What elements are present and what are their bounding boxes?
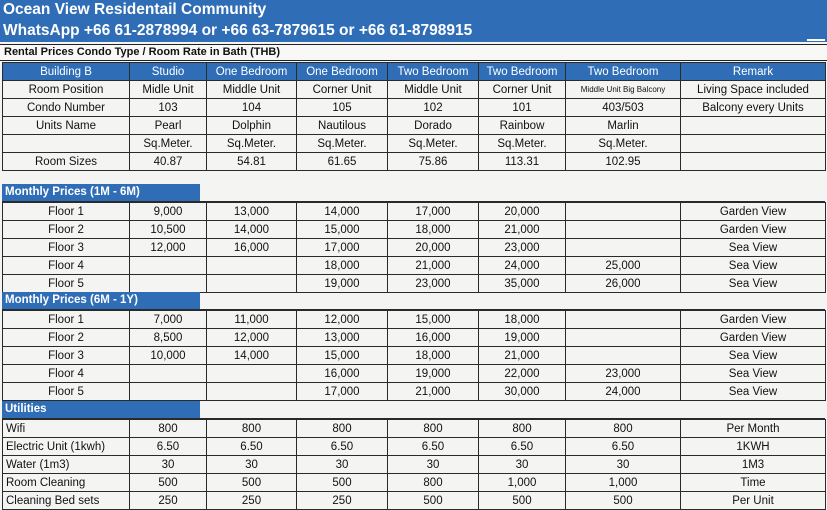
- table-cell: 800: [566, 420, 681, 438]
- row-label: Water (1m3): [3, 456, 130, 474]
- table-cell: 6.50: [479, 438, 566, 456]
- table-cell: 30: [130, 456, 207, 474]
- table-cell: 30: [207, 456, 297, 474]
- table-cell: 30: [566, 456, 681, 474]
- remark-cell: Per Unit: [681, 492, 826, 510]
- table-cell: 24,000: [566, 383, 681, 401]
- column-header: Building B: [3, 63, 130, 81]
- remark-cell: 1M3: [681, 456, 826, 474]
- row-label: Electric Unit (1kwh): [3, 438, 130, 456]
- table-row: [3, 438, 826, 456]
- table-cell: Nautilous: [297, 117, 388, 135]
- table-row: [3, 420, 826, 438]
- remark-cell: [681, 135, 826, 153]
- table-cell: 105: [297, 99, 388, 117]
- table-cell: 25,000: [566, 257, 681, 275]
- table-cell: 250: [297, 492, 388, 510]
- table-cell: 30,000: [479, 383, 566, 401]
- row-label: Floor 1: [3, 311, 130, 329]
- table-row: [3, 275, 826, 293]
- row-label: Floor 1: [3, 203, 130, 221]
- row-label: Condo Number: [3, 99, 130, 117]
- table-cell: 16,000: [297, 365, 388, 383]
- column-header: Remark: [681, 63, 826, 81]
- table-cell: 101: [479, 99, 566, 117]
- remark-cell: Sea View: [681, 383, 826, 401]
- table-cell: 10,000: [130, 347, 207, 365]
- table-cell: [207, 275, 297, 293]
- table-cell: 12,000: [130, 239, 207, 257]
- table-cell: 6.50: [388, 438, 479, 456]
- table-cell: 103: [130, 99, 207, 117]
- row-label: Room Cleaning: [3, 474, 130, 492]
- table-row: [3, 239, 826, 257]
- table-cell: Sq.Meter.: [207, 135, 297, 153]
- table-cell: 1,000: [566, 474, 681, 492]
- remark-cell: Sea View: [681, 365, 826, 383]
- table-cell: 18,000: [297, 257, 388, 275]
- table-cell: 23,000: [566, 365, 681, 383]
- table-cell: 18,000: [479, 311, 566, 329]
- table-cell: 11,000: [207, 311, 297, 329]
- table-cell: 13,000: [207, 203, 297, 221]
- table-row: [3, 329, 826, 347]
- remark-cell: Garden View: [681, 311, 826, 329]
- table-cell: Dorado: [388, 117, 479, 135]
- table-cell: [207, 383, 297, 401]
- table-cell: Marlin: [566, 117, 681, 135]
- table-cell: 17,000: [297, 239, 388, 257]
- table-cell: 102.95: [566, 153, 681, 171]
- row-label: Room Position: [3, 81, 130, 99]
- table-cell: Sq.Meter.: [479, 135, 566, 153]
- table-cell: 40.87: [130, 153, 207, 171]
- monthly-short-table: [2, 202, 826, 293]
- remark-cell: Time: [681, 474, 826, 492]
- table-cell: [566, 203, 681, 221]
- table-row: [3, 221, 826, 239]
- table-cell: 9,000: [130, 203, 207, 221]
- table-cell: Pearl: [130, 117, 207, 135]
- table-cell: 500: [388, 492, 479, 510]
- table-cell: Sq.Meter.: [388, 135, 479, 153]
- table-cell: 1,000: [479, 474, 566, 492]
- remark-cell: Balcony every Units: [681, 99, 826, 117]
- row-label: Cleaning Bed sets: [3, 492, 130, 510]
- table-cell: 16,000: [207, 239, 297, 257]
- row-label: Floor 2: [3, 329, 130, 347]
- remark-cell: Sea View: [681, 347, 826, 365]
- table-row: [3, 99, 826, 117]
- table-cell: 250: [207, 492, 297, 510]
- table-cell: Dolphin: [207, 117, 297, 135]
- column-header: Two Bedroom: [388, 63, 479, 81]
- table-row: [3, 117, 826, 135]
- table-cell: 500: [130, 474, 207, 492]
- table-cell: 500: [479, 492, 566, 510]
- remark-cell: Garden View: [681, 329, 826, 347]
- table-row: [3, 365, 826, 383]
- table-cell: 23,000: [479, 239, 566, 257]
- table-cell: 23,000: [388, 275, 479, 293]
- table-cell: 14,000: [207, 221, 297, 239]
- table-cell: 403/503: [566, 99, 681, 117]
- remark-cell: [681, 153, 826, 171]
- table-cell: Sq.Meter.: [130, 135, 207, 153]
- row-label: Room Sizes: [3, 153, 130, 171]
- table-cell: Middle Unit: [388, 81, 479, 99]
- table-cell: Sq.Meter.: [297, 135, 388, 153]
- remark-cell: Sea View: [681, 257, 826, 275]
- table-cell: 18,000: [388, 347, 479, 365]
- monthly-long-table: [2, 310, 826, 401]
- table-cell: 30: [479, 456, 566, 474]
- table-cell: 17,000: [297, 383, 388, 401]
- table-row: [3, 474, 826, 492]
- table-cell: 24,000: [479, 257, 566, 275]
- table-cell: Middle Unit Big Balcony: [566, 81, 681, 99]
- row-label: [3, 135, 130, 153]
- table-cell: 35,000: [479, 275, 566, 293]
- table-cell: 26,000: [566, 275, 681, 293]
- section-utilities: Utilities: [2, 401, 200, 418]
- table-cell: 6.50: [130, 438, 207, 456]
- table-cell: 16,000: [388, 329, 479, 347]
- table-cell: Sq.Meter.: [566, 135, 681, 153]
- table-cell: 800: [207, 420, 297, 438]
- table-cell: 18,000: [388, 221, 479, 239]
- table-cell: 13,000: [297, 329, 388, 347]
- table-cell: [207, 365, 297, 383]
- table-cell: 500: [297, 474, 388, 492]
- table-row: [3, 347, 826, 365]
- room-info-table: [2, 62, 826, 171]
- remark-cell: [681, 117, 826, 135]
- table-cell: 21,000: [479, 221, 566, 239]
- column-header: Studio: [130, 63, 207, 81]
- table-cell: 21,000: [479, 347, 566, 365]
- table-cell: Midle Unit: [130, 81, 207, 99]
- table-row: [3, 492, 826, 510]
- table-cell: 30: [388, 456, 479, 474]
- remark-cell: Sea View: [681, 239, 826, 257]
- table-cell: 15,000: [297, 347, 388, 365]
- table-cell: 6.50: [297, 438, 388, 456]
- table-row: [3, 311, 826, 329]
- column-header: Two Bedroom: [479, 63, 566, 81]
- table-row: [3, 383, 826, 401]
- table-row: [3, 203, 826, 221]
- table-cell: 800: [297, 420, 388, 438]
- row-label: Floor 4: [3, 257, 130, 275]
- remark-cell: 1KWH: [681, 438, 826, 456]
- table-cell: [130, 257, 207, 275]
- table-row: [3, 81, 826, 99]
- table-cell: 19,000: [297, 275, 388, 293]
- table-cell: 15,000: [388, 311, 479, 329]
- table-cell: 7,000: [130, 311, 207, 329]
- remark-cell: Living Space included: [681, 81, 826, 99]
- table-cell: [130, 275, 207, 293]
- column-header: Two Bedroom: [566, 63, 681, 81]
- table-cell: 14,000: [207, 347, 297, 365]
- table-cell: [566, 221, 681, 239]
- table-cell: Corner Unit: [479, 81, 566, 99]
- table-cell: [130, 383, 207, 401]
- table-cell: 19,000: [479, 329, 566, 347]
- table-cell: 19,000: [388, 365, 479, 383]
- section-monthly-long: Monthly Prices (6M - 1Y): [2, 292, 200, 309]
- table-cell: 61.65: [297, 153, 388, 171]
- table-cell: 30: [297, 456, 388, 474]
- table-cell: 15,000: [297, 221, 388, 239]
- table-cell: 6.50: [566, 438, 681, 456]
- table-cell: [566, 347, 681, 365]
- window-minimize-icon: [807, 38, 825, 42]
- column-header: One Bedroom: [297, 63, 388, 81]
- table-cell: Middle Unit: [207, 81, 297, 99]
- table-row: [3, 135, 826, 153]
- table-cell: Corner Unit: [297, 81, 388, 99]
- table-cell: 800: [130, 420, 207, 438]
- remark-cell: Sea View: [681, 275, 826, 293]
- table-cell: 113.31: [479, 153, 566, 171]
- remark-cell: Garden View: [681, 221, 826, 239]
- table-row: [3, 456, 826, 474]
- table-cell: 17,000: [388, 203, 479, 221]
- table-cell: Rainbow: [479, 117, 566, 135]
- utilities-table: [2, 419, 826, 510]
- table-cell: 800: [388, 420, 479, 438]
- table-cell: 20,000: [479, 203, 566, 221]
- page-title: Ocean View Residentail Community: [3, 1, 267, 18]
- table-cell: 20,000: [388, 239, 479, 257]
- table-cell: [566, 311, 681, 329]
- row-label: Floor 4: [3, 365, 130, 383]
- table-cell: 800: [388, 474, 479, 492]
- table-cell: 54.81: [207, 153, 297, 171]
- table-cell: 22,000: [479, 365, 566, 383]
- table-cell: 21,000: [388, 383, 479, 401]
- table-cell: 102: [388, 99, 479, 117]
- table-cell: 104: [207, 99, 297, 117]
- table-cell: 6.50: [207, 438, 297, 456]
- table-cell: 500: [207, 474, 297, 492]
- table-cell: 250: [130, 492, 207, 510]
- table-cell: [566, 329, 681, 347]
- table-cell: 75.86: [388, 153, 479, 171]
- table-cell: 500: [566, 492, 681, 510]
- column-header: One Bedroom: [207, 63, 297, 81]
- table-row: [3, 257, 826, 275]
- row-label: Floor 5: [3, 383, 130, 401]
- row-label: Units Name: [3, 117, 130, 135]
- row-label: Floor 2: [3, 221, 130, 239]
- table-cell: 12,000: [207, 329, 297, 347]
- table-cell: 8,500: [130, 329, 207, 347]
- table-cell: 14,000: [297, 203, 388, 221]
- row-label: Floor 3: [3, 239, 130, 257]
- table-cell: 800: [479, 420, 566, 438]
- row-label: Floor 3: [3, 347, 130, 365]
- table-cell: [207, 257, 297, 275]
- column-header-row: [3, 63, 826, 81]
- whatsapp-contact: WhatsApp +66 61-2878994 or +66 63-7879615 or +66 61-8798915: [3, 22, 473, 39]
- remark-cell: Per Month: [681, 420, 826, 438]
- row-label: Wifi: [3, 420, 130, 438]
- table-cell: [130, 365, 207, 383]
- table-subtitle: Rental Prices Condo Type / Room Rate in Bath (THB): [0, 44, 827, 61]
- table-row: [3, 153, 826, 171]
- table-cell: 10,500: [130, 221, 207, 239]
- table-cell: 12,000: [297, 311, 388, 329]
- section-monthly-short: Monthly Prices (1M - 6M): [2, 184, 200, 201]
- table-cell: [566, 239, 681, 257]
- row-label: Floor 5: [3, 275, 130, 293]
- remark-cell: Garden View: [681, 203, 826, 221]
- table-cell: 21,000: [388, 257, 479, 275]
